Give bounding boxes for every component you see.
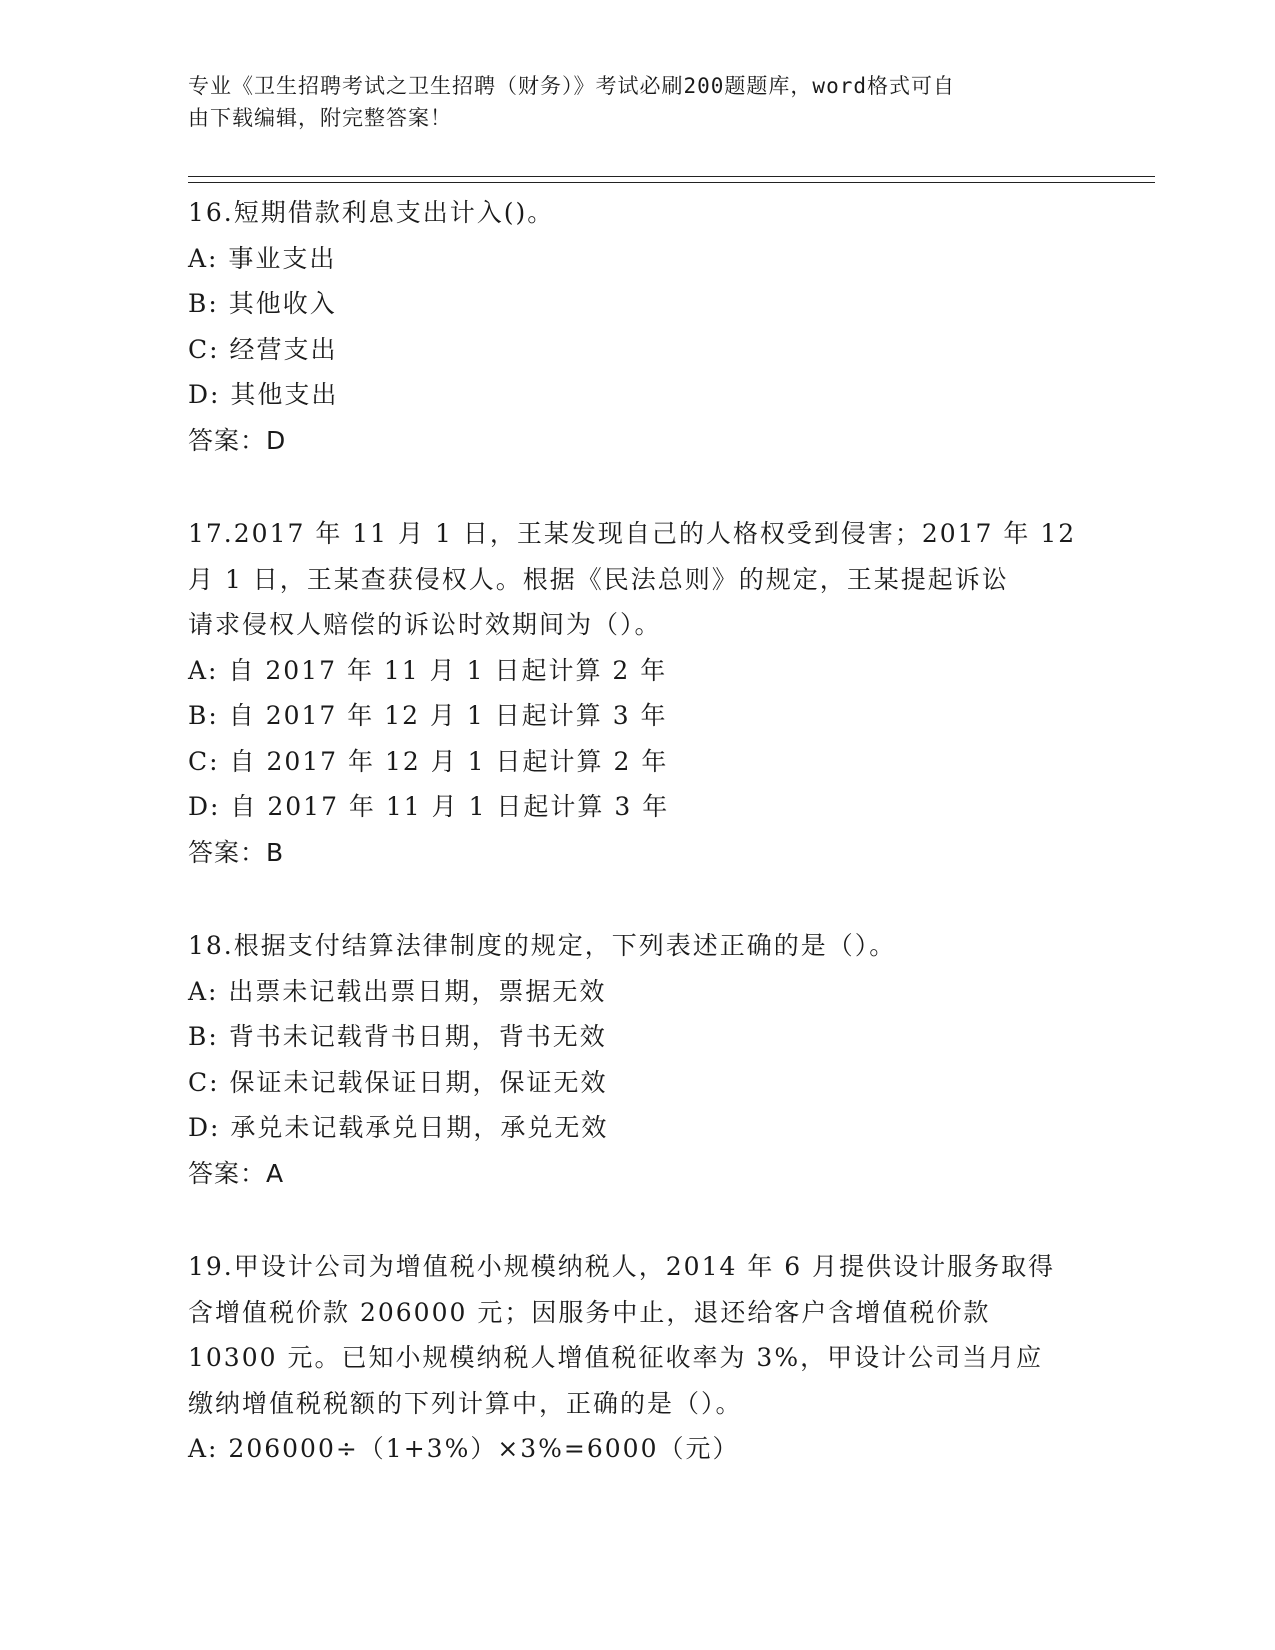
question-spacer [188,1196,1088,1244]
option-a: A: 事业支出 [188,243,337,273]
question-stem-line-2: 含增值税价款 206000 元；因服务中止，退还给客户含增值税价款 [188,1297,991,1327]
header-divider-bottom [188,182,1155,183]
option-a: A: 自 2017 年 11 月 1 日起计算 2 年 [188,655,668,685]
question-stem-line-1: 19.甲设计公司为增值税小规模纳税人，2014 年 6 月提供设计服务取得 [188,1252,1056,1281]
question-stem-line-1: 17.2017 年 11 月 1 日，王某发现自己的人格权受到侵害；2017 年 12 [188,519,1077,548]
option-d: D: 承兑未记载承兑日期，承兑无效 [188,1113,609,1142]
option-b: B: 背书未记载背书日期，背书无效 [188,1022,607,1051]
option-b: B: 其他收入 [188,289,337,318]
question-spacer [188,875,1088,923]
answer-line: 答案：A [188,1158,285,1188]
answer-line: 答案：D [188,425,287,455]
intro-line-2: 由下载编辑，附完整答案！ [188,106,452,130]
document-intro [188,70,1068,134]
question-stem-line-3: 10300 元。已知小规模纳税人增值税征收率为 3%，甲设计公司当月应 [188,1343,1044,1372]
option-a: A: 206000÷（1+3%）×3%=6000（元） [188,1434,740,1463]
option-d: D: 其他支出 [188,380,339,409]
question-17 [188,511,1088,875]
question-stem-line-2: 月 1 日，王某查获侵权人。根据《民法总则》的规定，王某提起诉讼 [188,564,1009,594]
question-stem: 16.短期借款利息支出计入()。 [188,198,555,227]
option-d: D: 自 2017 年 11 月 1 日起计算 3 年 [188,792,670,821]
question-16 [188,190,1088,463]
option-c: C: 自 2017 年 12 月 1 日起计算 2 年 [188,746,669,776]
question-19 [188,1244,1088,1472]
question-list [188,190,1088,1472]
option-a: A: 出票未记载出票日期，票据无效 [188,976,607,1006]
question-stem-line-3: 请求侵权人赔偿的诉讼时效期间为（）。 [188,610,662,639]
answer-line: 答案：B [188,837,285,867]
option-c: C: 保证未记载保证日期，保证无效 [188,1067,608,1097]
option-b: B: 自 2017 年 12 月 1 日起计算 3 年 [188,701,668,730]
question-18 [188,923,1088,1196]
header-divider-top [188,176,1155,177]
question-stem: 18.根据支付结算法律制度的规定，下列表述正确的是（）。 [188,931,897,960]
question-stem-line-4: 缴纳增值税税额的下列计算中，正确的是（）。 [188,1388,743,1418]
intro-line-1: 专业《卫生招聘考试之卫生招聘（财务）》考试必刷200题题库，word格式可自 [188,74,955,98]
option-c: C: 经营支出 [188,334,338,364]
question-spacer [188,463,1088,511]
